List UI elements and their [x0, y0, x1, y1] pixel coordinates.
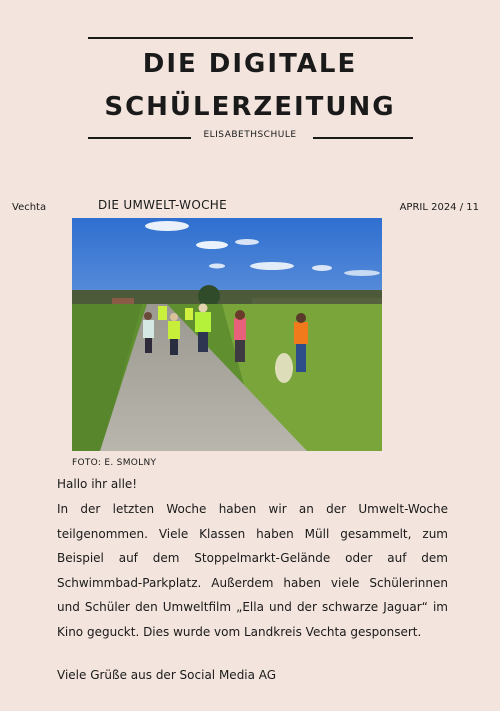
masthead-title-line2: SCHÜLERZEITUNG [104, 92, 396, 122]
article-greeting: Hallo ihr alle! [57, 477, 138, 491]
article-signoff: Viele Grüße aus der Social Media AG [57, 668, 277, 682]
location-label: Vechta [12, 202, 47, 213]
top-rule [88, 37, 413, 39]
article-photo [72, 218, 382, 451]
subtitle-rule-right [313, 137, 413, 139]
masthead-title-line1: DIE DIGITALE [142, 49, 358, 79]
photo-caption: FOTO: E. SMOLNY [72, 458, 157, 468]
article-body: In der letzten Woche haben wir an der Umwelt-Woche teilgenommen. Viele Klassen haben Müll gesammelt, zum Beispiel auf dem Stoppelmarkt-Gelände oder auf dem Schwimmbad-Parkplatz. Außerdem haben viele Schülerinnen und Schüler den Umweltfilm „Ella und der schwarze Jaguar“ im Kino geguckt. Dies wurde vom Landkreis Vechta gesponsert. [57, 502, 448, 639]
masthead-subtitle: ELISABETHSCHULE [203, 130, 297, 140]
issue-label: APRIL 2024 / 11 [399, 202, 479, 213]
article-headline: DIE UMWELT-WOCHE [98, 198, 227, 212]
